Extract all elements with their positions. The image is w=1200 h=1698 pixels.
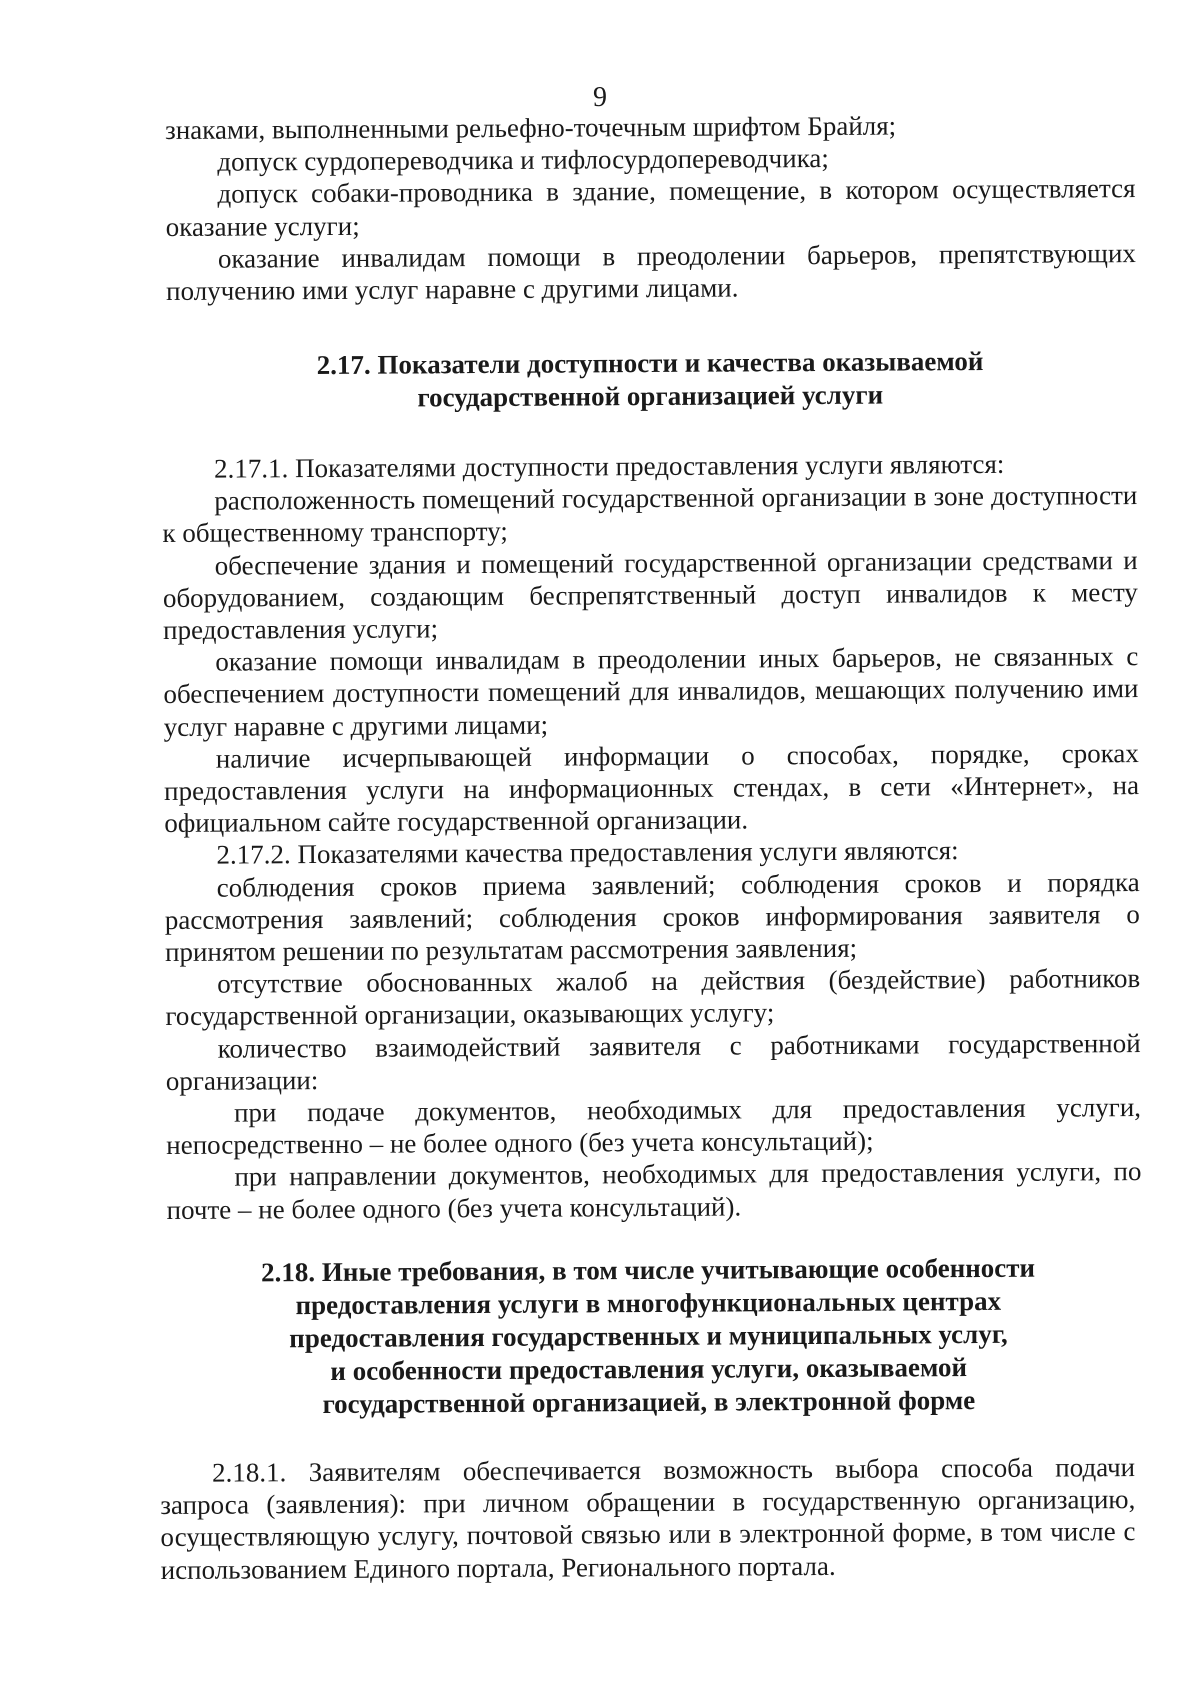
body-paragraph: 2.17.1. Показателями доступности предоставления услуги являются:: [214, 448, 1005, 484]
section-heading-line: 2.17. Показатели доступности и качества оказываемой: [316, 345, 984, 381]
body-paragraph: 2.18.1. Заявителям обеспечивается возможность выбора способа подачи запроса (заявления): при личном обращении в государственную организацию, осуществляющую услугу, почтовой связью или в электронной форме, в том числе с использованием Единого портала, Регионального портала.: [160, 1452, 1136, 1585]
section-heading-line: 2.18. Иные требования, в том числе учитывающие особенности: [261, 1252, 1036, 1288]
body-paragraph: при направлении документов, необходимых для предоставления услуги, по почте – не более одного (без учета консультаций).: [166, 1156, 1142, 1225]
intro-paragraph: допуск собаки-проводника в здание, помещение, в котором осуществляется оказание услуги;: [165, 173, 1136, 242]
body-paragraph: оказание помощи инвалидам в преодолении иных барьеров, не связанных с обеспечением доступности помещений для инвалидов, мешающих получению ими услуг наравне с другими лицами;: [163, 641, 1139, 742]
body-paragraph: количество взаимодействий заявителя с работниками государственной организации:: [165, 1027, 1141, 1096]
page-number: 9: [593, 82, 607, 113]
body-paragraph: отсутствие обоснованных жалоб на действия (бездействие) работников государственной организации, оказывающих услугу;: [165, 963, 1141, 1032]
body-paragraph: наличие исчерпывающей информации о способах, порядке, сроках предоставления услуги на информационных стендах, в сети «Интернет», на официальном сайте государственной организации.: [163, 737, 1140, 839]
intro-block: [165, 108, 1136, 307]
section-217-body: [162, 447, 1142, 1226]
body-paragraph: при подаче документов, необходимых для предоставления услуги, непосредственно – не более одного (без учета консультаций);: [166, 1092, 1142, 1161]
section-218-heading: [158, 1251, 1139, 1422]
section-218-body: [160, 1451, 1136, 1586]
section-heading-line: и особенности предоставления услуги, оказываемой: [330, 1352, 968, 1386]
intro-paragraph: знаками, выполненными рельефно-точечным шрифтом Брайля;: [165, 110, 897, 145]
section-heading-line: предоставления услуги в многофункциональных центрах: [295, 1285, 1002, 1321]
body-paragraph: обеспечение здания и помещений государственной организации средствами и оборудованием, создающим беспрепятственный доступ инвалидов к месту предоставления услуги;: [162, 544, 1138, 646]
section-heading-line: государственной организацией, в электронной форме: [322, 1385, 976, 1419]
section-heading-line: предоставления государственных и муниципальных услуг,: [289, 1318, 1008, 1354]
section-heading-line: государственной организацией услуги: [417, 379, 884, 413]
section-217-heading: [160, 344, 1140, 416]
intro-paragraph: оказание инвалидам помощи в преодолении барьеров, препятствующих получению ими услуг наравне с другими лицами.: [165, 237, 1136, 307]
body-paragraph: 2.17.2. Показателями качества предоставления услуги являются:: [216, 835, 959, 871]
body-paragraph: соблюдения сроков приема заявлений; соблюдения сроков и порядка рассмотрения заявлений; соблюдения сроков информирования заявителя о принятом решении по результатам рассмотрения заявления;: [164, 866, 1140, 968]
body-paragraph: расположенность помещений государственной организации в зоне доступности к общественному транспорту;: [162, 480, 1138, 549]
intro-paragraph: допуск сурдопереводчика и тифлосурдопереводчика;: [217, 143, 829, 177]
